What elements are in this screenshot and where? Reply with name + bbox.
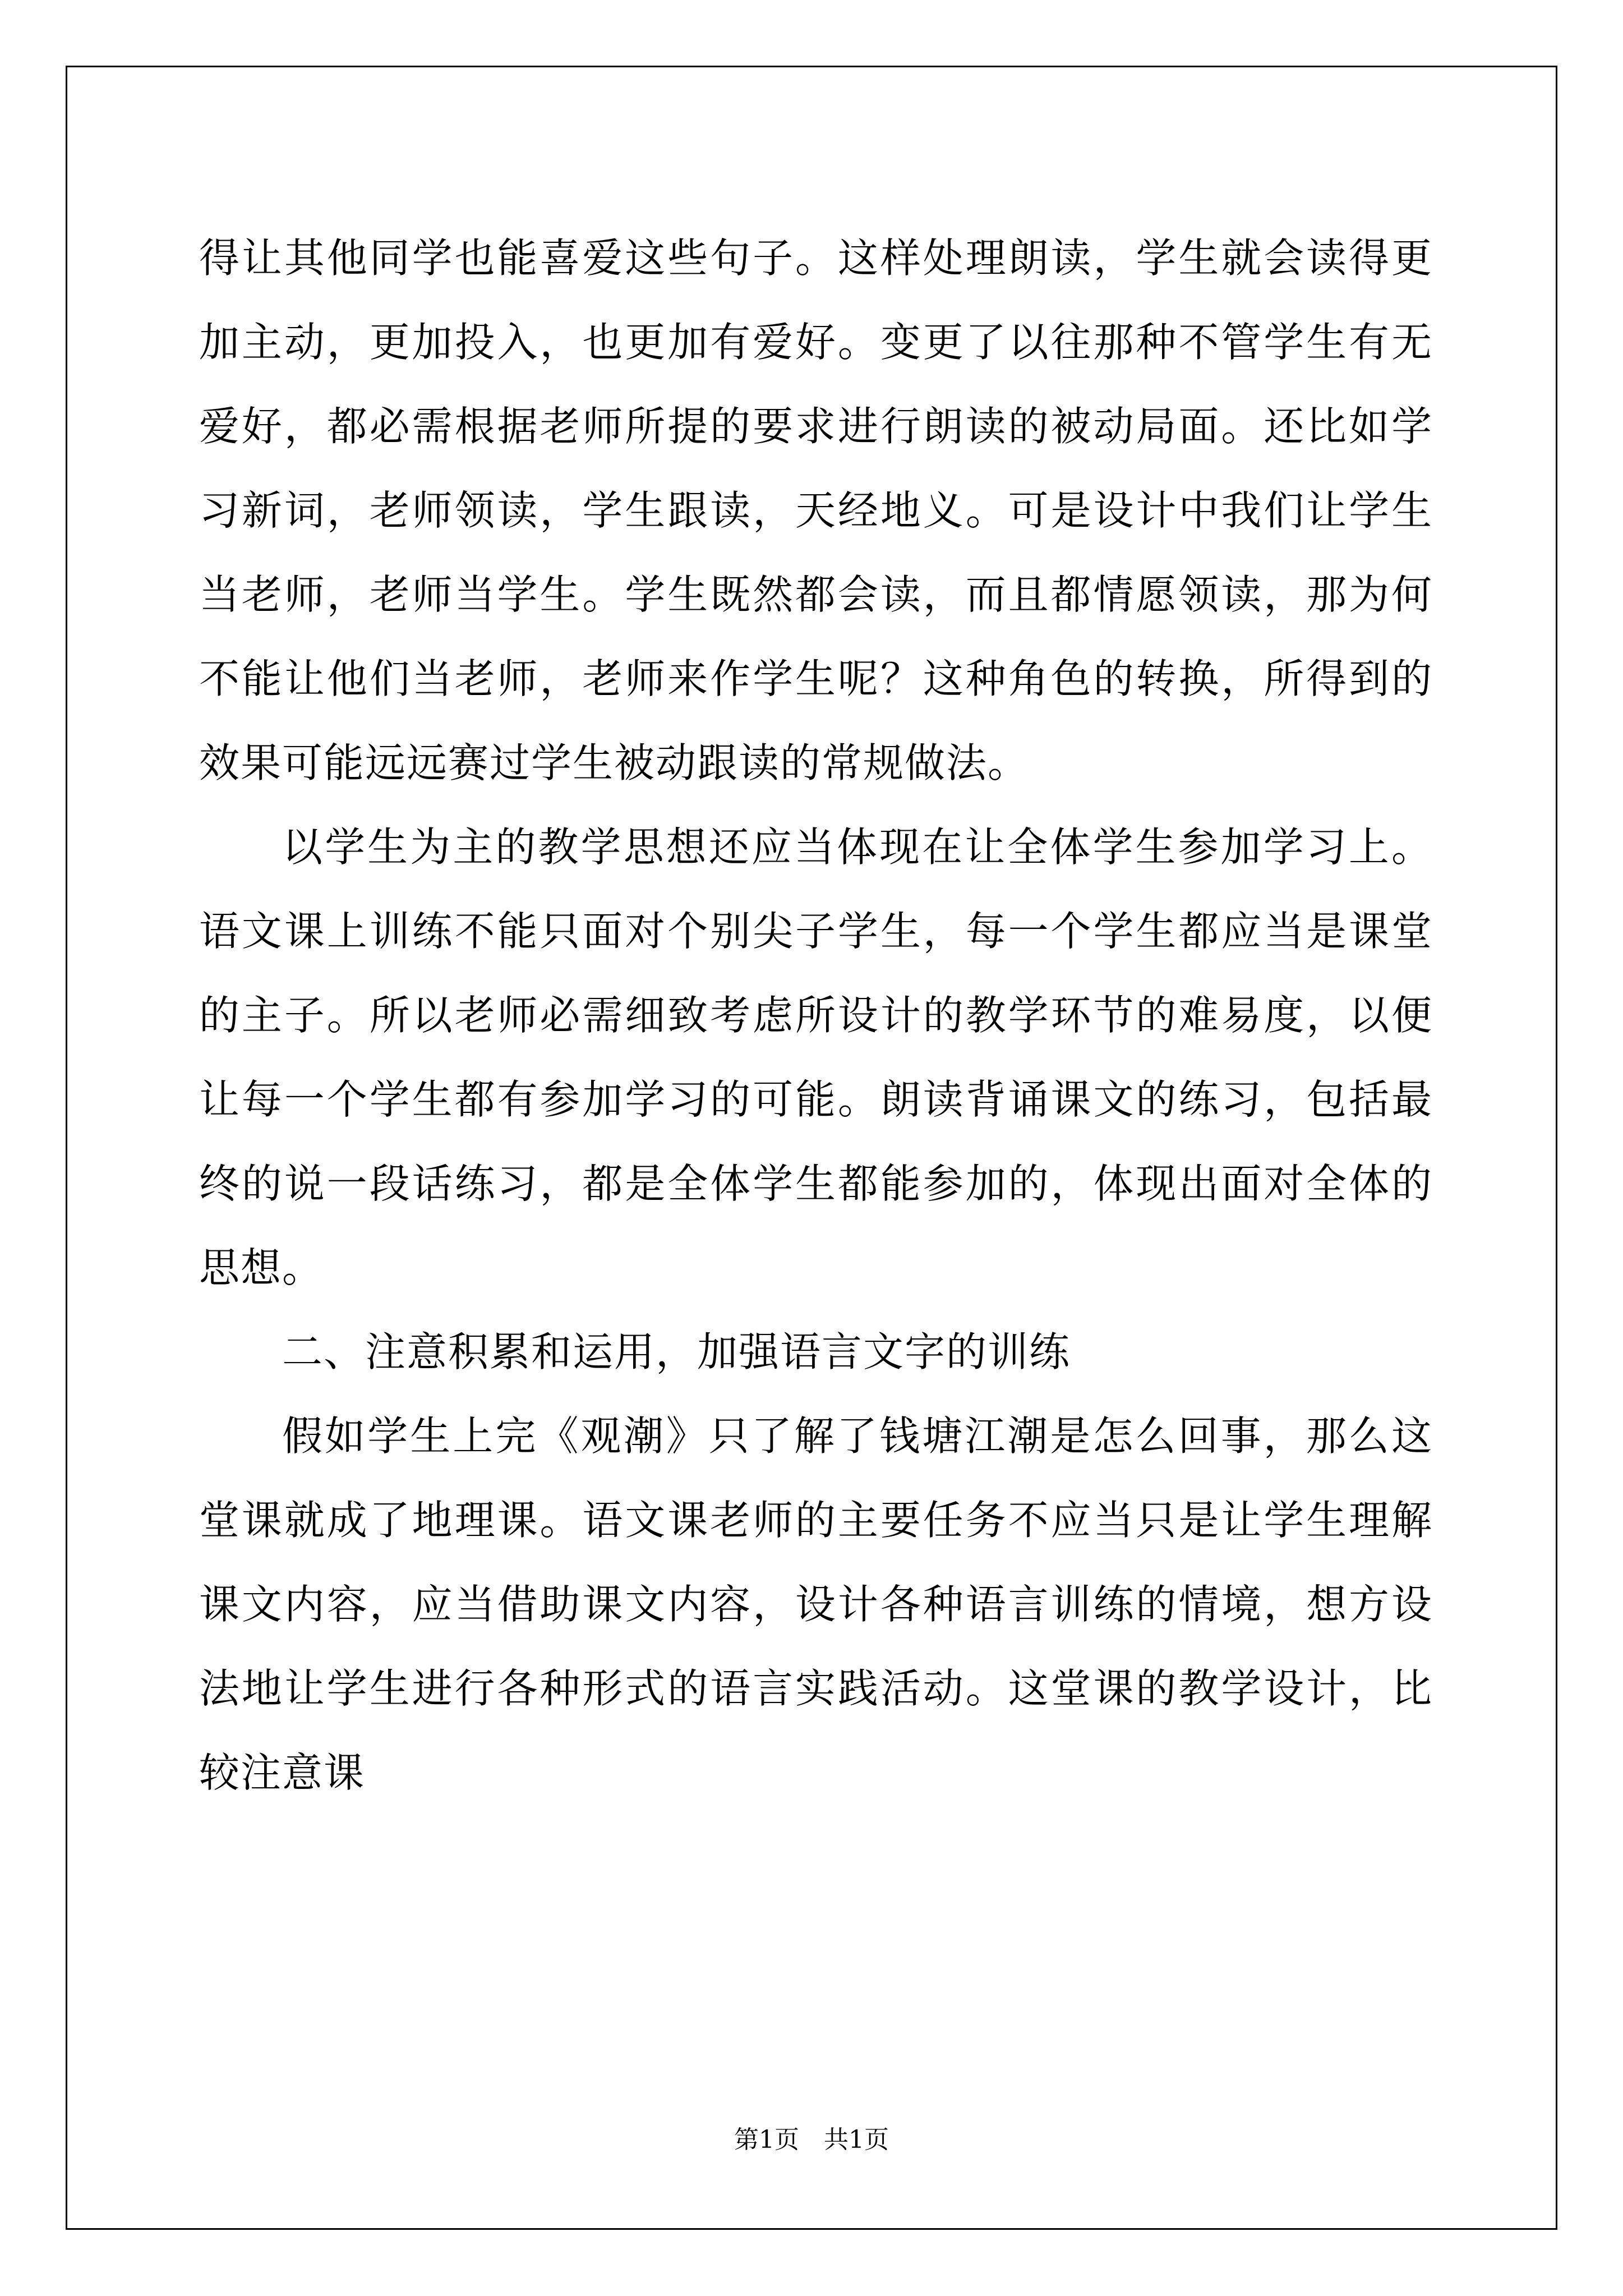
paragraph-2: 以学生为主的教学思想还应当体现在让全体学生参加学习上。语文课上训练不能只面对个别尖子学生，每一个学生都应当是课堂的主子。所以老师必需细致考虑所设计的教学环节的难易度，以便让每一个学生都有参加学习的可能。朗读背诵课文的练习，包括最终的说一段话练习，都是全体学生都能参加的，体现出面对全体的思想。	[199, 823, 1433, 1291]
paragraph-1: 得让其他同学也能喜爱这些句子。这样处理朗读，学生就会读得更加主动，更加投入，也更加有爱好。变更了以往那种不管学生有无爱好，都必需根据老师所提的要求进行朗读的被动局面。还比如学习新词，老师领读，学生跟读，天经地义。可是设计中我们让学生当老师，老师当学生。学生既然都会读，而且都情愿领读，那为何不能让他们当老师，老师来作学生呢？这种角色的转换，所得到的效果可能远远赛过学生被动跟读的常规做法。	[199, 234, 1433, 786]
page-footer: 第1页 共1页	[734, 2125, 889, 2154]
section-heading: 二、注意积累和运用，加强语言文字的训练	[282, 1328, 1071, 1375]
paragraph-3: 假如学生上完《观潮》只了解了钱塘江潮是怎么回事，那么这堂课就成了地理课。语文课老师的主要任务不应当只是让学生理解课文内容，应当借助课文内容，设计各种语言训练的情境，想方设法地让学生进行各种形式的语言实践活动。这堂课的教学设计，比较注意课	[199, 1412, 1433, 1796]
document-body	[199, 216, 1433, 1815]
